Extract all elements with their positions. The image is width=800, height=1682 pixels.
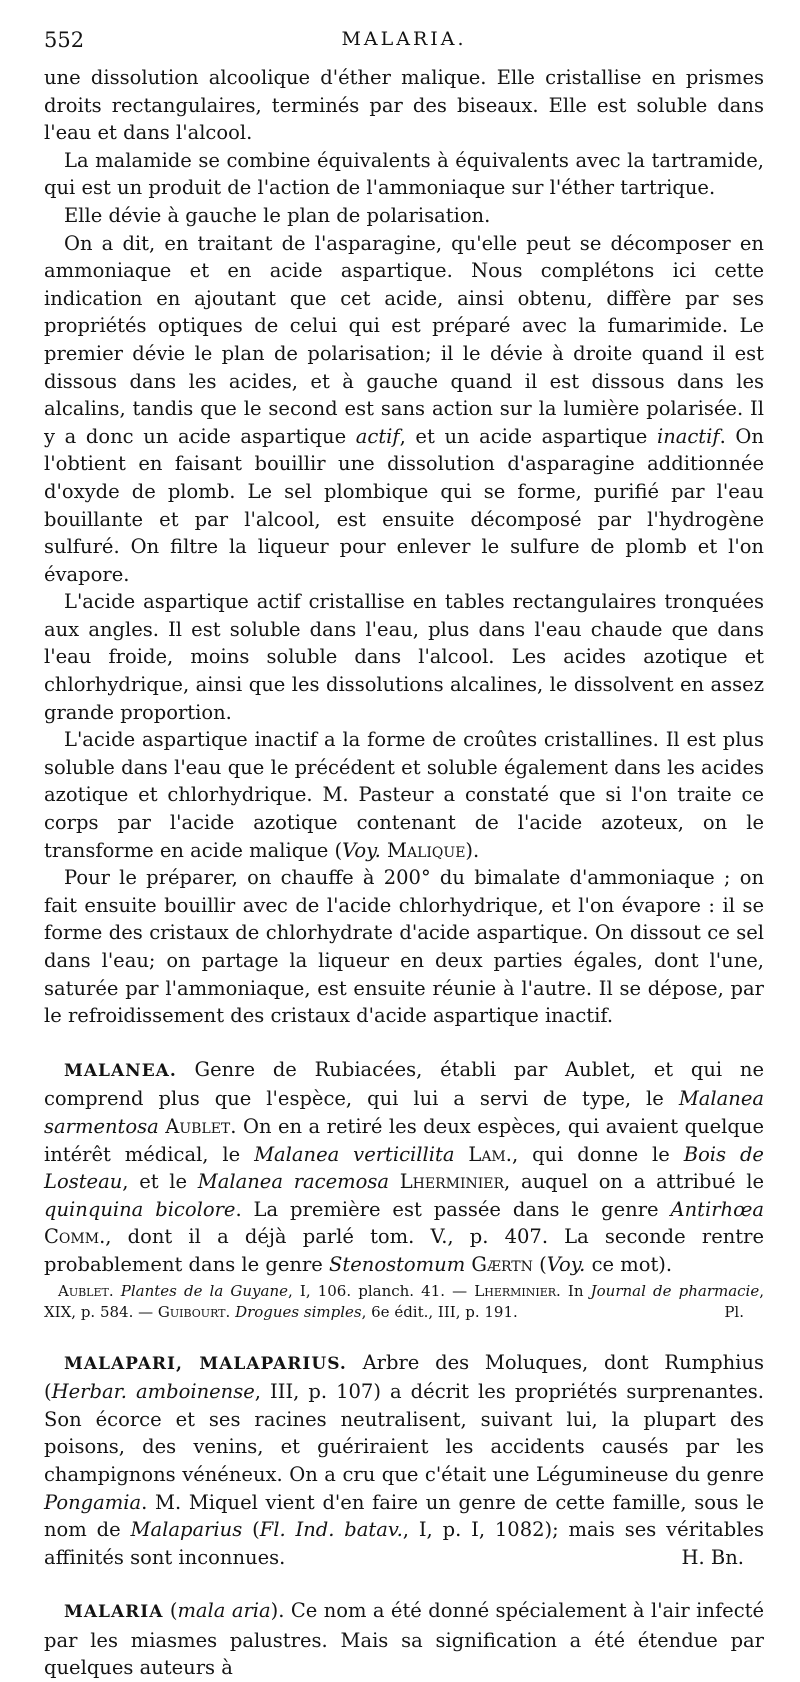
paragraph-malamide-crystals: une dissolution alcoolique d'éther malique. Elle cristallise en prismes droits rectangulaires, terminés par des biseaux. Elle est soluble dans l'eau et dans l'alcool. (44, 66, 764, 145)
headword-malanea: MALANEA. (64, 1060, 177, 1081)
paragraph-polarisation: Elle dévie à gauche le plan de polarisation. (64, 203, 491, 227)
entry-malaria-text: MALARIA (mala aria). Ce nom a été donné spécialement à l'air infecté par les miasmes palustres. Mais sa signification a été étendue par quelques auteurs à (44, 1599, 764, 1680)
entry-malapari (44, 1349, 764, 1572)
term-actif: actif (355, 424, 400, 448)
entry-malapari-text: MALAPARI, MALAPARIUS. Arbre des Moluques, dont Rumphius (Herbar. amboinense, III, p. 107) a décrit les propriétés surprenantes. Son écorce et ses racines neutralisent, suivant lui, la plupart des poisons, des venins, et guériraient les accidents causés par les champignons vénéneux. On a cru que c'était une Légumineuse du genre Pongamia. M. Miquel vient d'en faire un genre de cette famille, sous le nom de Malaparius (Fl. Ind. batav., I, p. I, 1082); mais ses véritables affinités sont inconnues. H. Bn. (44, 1349, 764, 1572)
headword-malapari: MALAPARI, MALAPARIUS. (64, 1353, 347, 1374)
paragraph-malamide-tartramide: La malamide se combine équivalents à équivalents avec la tartramide, qui est un produit de l'action de l'ammoniaque sur l'éther tartrique. (44, 148, 764, 200)
entry-malanea (44, 1056, 764, 1323)
paragraph-active-acid: L'acide aspartique actif cristallise en tables rectangulaires tronquées aux angles. Il est soluble dans l'eau, plus dans l'eau chaude que dans l'eau froide, moins soluble dans l'alcool. Les acides azotique et chlorhydrique, ainsi que les dissolutions alcalines, le dissolvent en assez grande proportion. (44, 590, 764, 724)
entry-malaria (44, 1597, 764, 1682)
paragraph-preparation: Pour le préparer, on chauffe à 200° du bimalate d'ammoniaque ; on fait ensuite bouillir avec de l'acide chlorhydrique, et l'on évapore : il se forme des cristaux de chlorhydrate d'acide aspartique. On dissout ce sel dans l'eau; on partage la liqueur en deux parties égales, dont l'une, saturée par l'ammoniaque, est ensuite réunie à l'autre. Il se dépose, par le refroidissement des cristaux d'acide aspartique inactif. (44, 866, 764, 1028)
entry-malanea-text: MALANEA. Genre de Rubiacées, établi par Aublet, et qui ne comprend plus que l'espèce, qui lui a servi de type, le Malanea sarmentosa Aublet. On en a retiré les deux espèces, qui avaient quelque intérêt médical, le Malanea verticillita Lam., qui donne le Bois de Losteau, et le Malanea racemosa Lherminier, auquel on a attribué le quinquina bicolore. La première est passée dans le genre Antirhœa Comm., dont il a déjà parlé tom. V., p. 407. La seconde rentre probablement dans le genre Stenostomum Gærtn (Voy. ce mot). (44, 1057, 765, 1276)
running-title: MALARIA. (341, 28, 467, 50)
running-head (44, 24, 764, 64)
page-number: 552 (44, 28, 85, 52)
term-inactif: inactif (656, 424, 720, 448)
signature-malanea: Pl. (724, 1302, 744, 1321)
paragraph-aspartic-acid: On a dit, en traitant de l'asparagine, qu'elle peut se décomposer en ammoniaque et en acide aspartique. Nous complétons ici cette indication en ajoutant que cet acide, ainsi obtenu, diffère par ses propriétés optiques de celui qui est préparé avec la fumarimide. Le premier dévie le plan de polarisation; il le dévie à droite quand il est dissous dans les acides, et à gauche quand il est dissous dans les alcalins, tandis que le second est sans action sur la lumière polarisée. Il y a donc un acide aspartique actif, et un acide aspartique inactif. On l'obtient en faisant bouillir une dissolution d'asparagine additionnée d'oxyde de plomb. Le sel plombique qui se forme, purifié par l'eau bouillante et par l'alcool, est ensuite décomposé par l'hydrogène sulfuré. On filtre la liqueur pour enlever le sulfure de plomb et l'on évapore. (44, 231, 764, 586)
cross-reference-malique: Malique (387, 838, 466, 862)
signature-malapari: H. Bn. (681, 1545, 744, 1569)
paragraph-inactive-acid: L'acide aspartique inactif a la forme de croûtes cristallines. Il est plus soluble dans l'eau que le précédent et soluble également dans les acides azotique et chlorhydrique. M. Pasteur a constaté que si l'on traite ce corps par l'acide azotique contenant de l'acide azoteux, on le transforme en acide malique (Voy. Malique). (44, 728, 764, 862)
entry-malanea-references: Aublet. Plantes de la Guyane, I, 106. planch. 41. — Lherminier. In Journal de pharmacie, XIX, p. 584. — Guibourt. Drogues simples, 6e édit., III, p. 191. Pl. (44, 1281, 765, 1321)
continuation-text (44, 64, 764, 1030)
headword-malaria: MALARIA (64, 1602, 164, 1623)
